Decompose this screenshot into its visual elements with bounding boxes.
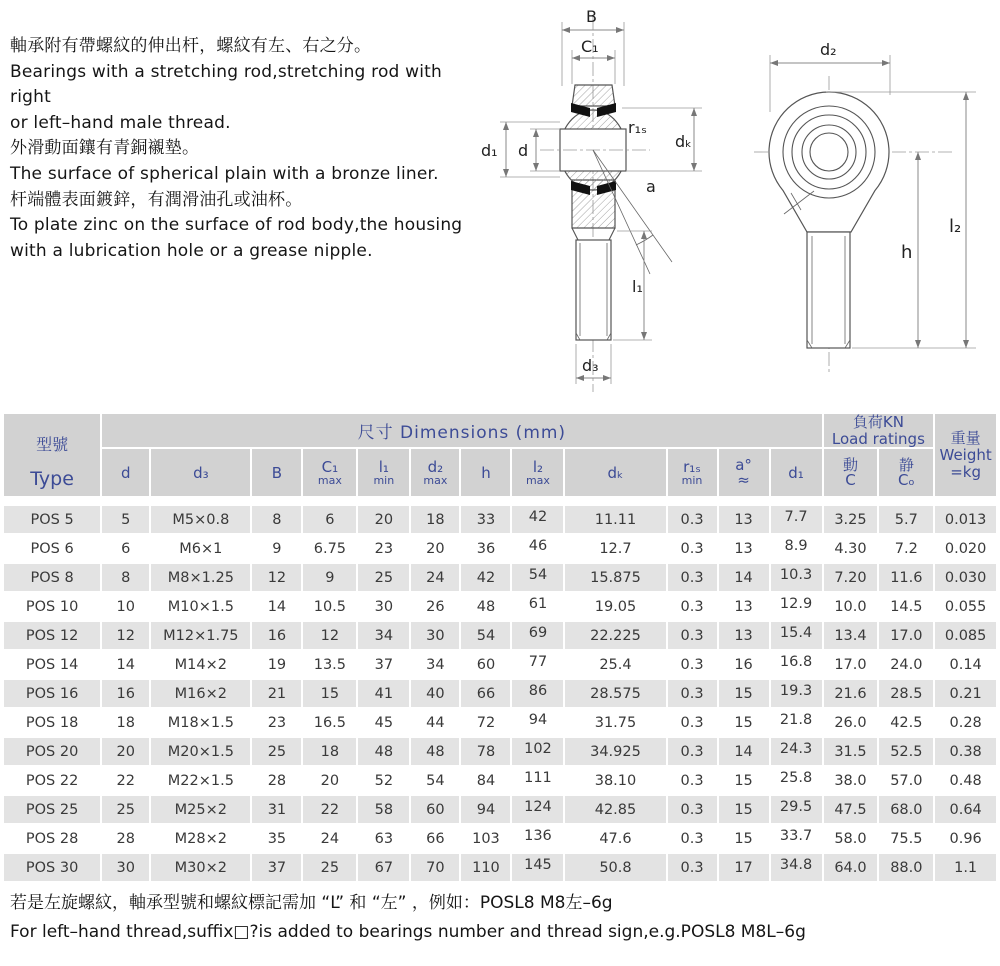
value-cell: 6 xyxy=(102,535,149,562)
dimensions-group-header: 尺寸 Dimensions (mm) xyxy=(102,414,821,447)
column-header-d2: d₂ max xyxy=(411,449,459,496)
load-header-en: Load ratings xyxy=(831,430,925,449)
value-cell: 26.0 xyxy=(824,709,878,736)
weight-header-cn: 重量 xyxy=(950,428,981,447)
value-cell: 0.3 xyxy=(668,622,717,649)
value-cell: 5.7 xyxy=(879,506,933,533)
value-cell: 0.013 xyxy=(935,506,996,533)
value-cell: 0.3 xyxy=(668,651,717,678)
value-cell: 38.10 xyxy=(565,767,665,794)
value-cell: 7.7 xyxy=(771,506,822,533)
value-cell: 19.3 xyxy=(771,680,822,707)
value-cell: 0.3 xyxy=(668,564,717,591)
header-group-row xyxy=(4,414,996,447)
value-cell: M16×2 xyxy=(151,680,250,707)
value-cell: 11.6 xyxy=(879,564,933,591)
value-cell: 10.5 xyxy=(303,593,356,620)
model-cell: POS 16 xyxy=(4,680,100,707)
front-view-drawing xyxy=(472,0,737,405)
value-cell: 68.0 xyxy=(879,796,933,823)
value-cell: 12 xyxy=(303,622,356,649)
weight-header-en: Weight xyxy=(939,445,992,464)
value-cell: 7.20 xyxy=(824,564,878,591)
value-cell: 36 xyxy=(461,535,510,562)
table-body xyxy=(4,498,996,881)
dim-label-l1: l₁ xyxy=(632,277,643,296)
value-cell: M5×0.8 xyxy=(151,506,250,533)
table-row xyxy=(4,506,996,533)
value-cell: M12×1.75 xyxy=(151,622,250,649)
value-cell: 63 xyxy=(358,825,409,852)
column-header-d1: d₁ xyxy=(771,449,822,496)
value-cell: 66 xyxy=(411,825,459,852)
model-cell: POS 25 xyxy=(4,796,100,823)
value-cell: 9 xyxy=(252,535,301,562)
value-cell: 21.6 xyxy=(824,680,878,707)
value-cell: 12.9 xyxy=(771,593,822,620)
value-cell: 3.25 xyxy=(824,506,878,533)
model-cell: POS 12 xyxy=(4,622,100,649)
value-cell: 0.3 xyxy=(668,506,717,533)
value-cell: 21 xyxy=(252,680,301,707)
column-header-a: a° ≈ xyxy=(719,449,769,496)
dim-label-d: d xyxy=(518,141,529,160)
value-cell: 0.64 xyxy=(935,796,996,823)
value-cell: 94 xyxy=(461,796,510,823)
value-cell: 94 xyxy=(512,709,563,736)
value-cell: M10×1.5 xyxy=(151,593,250,620)
value-cell: 22 xyxy=(303,796,356,823)
dim-label-C1: C₁ xyxy=(581,37,599,56)
value-cell: 145 xyxy=(512,854,563,881)
value-cell: 16 xyxy=(102,680,149,707)
value-cell: 48 xyxy=(411,738,459,765)
value-cell: 15 xyxy=(719,709,769,736)
value-cell: 9 xyxy=(303,564,356,591)
value-cell: 60 xyxy=(411,796,459,823)
value-cell: 0.3 xyxy=(668,767,717,794)
value-cell: 17 xyxy=(719,854,769,881)
table-row xyxy=(4,680,996,707)
value-cell: 12.7 xyxy=(565,535,665,562)
dim-label-a: a xyxy=(646,177,656,196)
value-cell: 13 xyxy=(719,622,769,649)
table-row xyxy=(4,767,996,794)
value-cell: 52 xyxy=(358,767,409,794)
dim-label-d1: d₁ xyxy=(481,141,498,160)
table-row xyxy=(4,535,996,562)
value-cell: 60 xyxy=(461,651,510,678)
model-cell: POS 14 xyxy=(4,651,100,678)
value-cell: 11.11 xyxy=(565,506,665,533)
value-cell: 18 xyxy=(303,738,356,765)
table-row xyxy=(4,622,996,649)
value-cell: 14 xyxy=(252,593,301,620)
value-cell: 18 xyxy=(411,506,459,533)
value-cell: 110 xyxy=(461,854,510,881)
footnote-cn: 若是左旋螺紋，軸承型號和螺紋標記需加 “L” 和 “左” ，例如：POSL8 M8左–6g xyxy=(10,893,613,913)
value-cell: 37 xyxy=(358,651,409,678)
value-cell: 28 xyxy=(102,825,149,852)
value-cell: 31 xyxy=(252,796,301,823)
value-cell: 30 xyxy=(358,593,409,620)
value-cell: 48 xyxy=(358,738,409,765)
value-cell: M22×1.5 xyxy=(151,767,250,794)
value-cell: 16 xyxy=(252,622,301,649)
value-cell: 34.8 xyxy=(771,854,822,881)
value-cell: 15 xyxy=(719,825,769,852)
model-cell: POS 18 xyxy=(4,709,100,736)
value-cell: 15.4 xyxy=(771,622,822,649)
weight-header-unit: =kg xyxy=(950,462,982,481)
value-cell: 0.3 xyxy=(668,825,717,852)
value-cell: 0.21 xyxy=(935,680,996,707)
value-cell: 25 xyxy=(252,738,301,765)
value-cell: 25.8 xyxy=(771,767,822,794)
value-cell: 12 xyxy=(102,622,149,649)
value-cell: 75.5 xyxy=(879,825,933,852)
value-cell: 31.75 xyxy=(565,709,665,736)
value-cell: 0.3 xyxy=(668,738,717,765)
column-header-C: 動 C xyxy=(824,449,878,496)
value-cell: 14 xyxy=(719,564,769,591)
value-cell: M18×1.5 xyxy=(151,709,250,736)
dimensions-table xyxy=(2,412,998,883)
model-cell: POS 20 xyxy=(4,738,100,765)
value-cell: 136 xyxy=(512,825,563,852)
value-cell: 12 xyxy=(252,564,301,591)
value-cell: 34 xyxy=(411,651,459,678)
value-cell: 10.3 xyxy=(771,564,822,591)
intro-line: with a lubrication hole or a grease nipple. xyxy=(10,240,373,261)
value-cell: 47.6 xyxy=(565,825,665,852)
value-cell: 1.1 xyxy=(935,854,996,881)
value-cell: 124 xyxy=(512,796,563,823)
dim-label-B: B xyxy=(586,7,597,26)
intro-line: 杆端體表面鍍鋅，有潤滑油孔或油杯。 xyxy=(10,189,303,210)
value-cell: 7.2 xyxy=(879,535,933,562)
value-cell: 6 xyxy=(303,506,356,533)
value-cell: 13.5 xyxy=(303,651,356,678)
dimension-subheader-row xyxy=(4,449,996,496)
value-cell: 33 xyxy=(461,506,510,533)
value-cell: 57.0 xyxy=(879,767,933,794)
model-cell: POS 30 xyxy=(4,854,100,881)
value-cell: 19 xyxy=(252,651,301,678)
value-cell: 13 xyxy=(719,506,769,533)
value-cell: 103 xyxy=(461,825,510,852)
table-row xyxy=(4,825,996,852)
column-header-Co: 静 Cₒ xyxy=(879,449,933,496)
intro-line: Bearings with a stretching rod,stretching rod with right xyxy=(10,61,443,108)
column-header-l2: l₂ max xyxy=(512,449,563,496)
model-cell: POS 22 xyxy=(4,767,100,794)
value-cell: 0.38 xyxy=(935,738,996,765)
column-header-r1s: r₁ₛ min xyxy=(668,449,717,496)
value-cell: 15 xyxy=(303,680,356,707)
value-cell: 25 xyxy=(358,564,409,591)
value-cell: 0.96 xyxy=(935,825,996,852)
value-cell: 35 xyxy=(252,825,301,852)
table-row xyxy=(4,796,996,823)
value-cell: M20×1.5 xyxy=(151,738,250,765)
model-cell: POS 5 xyxy=(4,506,100,533)
column-header-weight xyxy=(935,414,996,496)
value-cell: 54 xyxy=(411,767,459,794)
value-cell: 52.5 xyxy=(879,738,933,765)
value-cell: M8×1.25 xyxy=(151,564,250,591)
value-cell: 47.5 xyxy=(824,796,878,823)
column-header-h: h xyxy=(461,449,510,496)
value-cell: 20 xyxy=(102,738,149,765)
footnotes xyxy=(10,889,806,947)
value-cell: 102 xyxy=(512,738,563,765)
value-cell: 0.055 xyxy=(935,593,996,620)
value-cell: 15 xyxy=(719,680,769,707)
load-ratings-group-header xyxy=(824,414,934,447)
value-cell: 20 xyxy=(303,767,356,794)
intro-line: 外滑動面鑲有青銅襯墊。 xyxy=(10,138,200,159)
value-cell: 42 xyxy=(512,506,563,533)
value-cell: 0.28 xyxy=(935,709,996,736)
side-view-drawing xyxy=(740,0,1000,405)
table-row xyxy=(4,593,996,620)
value-cell: 42 xyxy=(461,564,510,591)
value-cell: 13.4 xyxy=(824,622,878,649)
value-cell: M28×2 xyxy=(151,825,250,852)
value-cell: 0.3 xyxy=(668,535,717,562)
value-cell: 28 xyxy=(252,767,301,794)
value-cell: 46 xyxy=(512,535,563,562)
value-cell: 33.7 xyxy=(771,825,822,852)
column-header-C1: C₁ max xyxy=(303,449,356,496)
value-cell: 25 xyxy=(102,796,149,823)
spacer-row xyxy=(4,498,996,504)
intro-line: or left–hand male thread. xyxy=(10,112,231,133)
value-cell: 72 xyxy=(461,709,510,736)
value-cell: M25×2 xyxy=(151,796,250,823)
value-cell: 38.0 xyxy=(824,767,878,794)
value-cell: 22 xyxy=(102,767,149,794)
value-cell: 4.30 xyxy=(824,535,878,562)
value-cell: 17.0 xyxy=(824,651,878,678)
value-cell: 10 xyxy=(102,593,149,620)
value-cell: 14.5 xyxy=(879,593,933,620)
value-cell: 78 xyxy=(461,738,510,765)
value-cell: 0.3 xyxy=(668,796,717,823)
footnote-en: For left–hand thread,suffix□?is added to bearings number and thread sign,e.g.POSL8 M8L–6g xyxy=(10,922,806,942)
value-cell: 31.5 xyxy=(824,738,878,765)
value-cell: 58 xyxy=(358,796,409,823)
load-header-cn: 負荷KN xyxy=(852,413,904,432)
value-cell: 0.48 xyxy=(935,767,996,794)
value-cell: 34 xyxy=(358,622,409,649)
value-cell: 30 xyxy=(411,622,459,649)
value-cell: 5 xyxy=(102,506,149,533)
value-cell: 45 xyxy=(358,709,409,736)
value-cell: 54 xyxy=(512,564,563,591)
value-cell: 23 xyxy=(358,535,409,562)
value-cell: 24.0 xyxy=(879,651,933,678)
column-header-B: B xyxy=(252,449,301,496)
value-cell: 16.5 xyxy=(303,709,356,736)
value-cell: 77 xyxy=(512,651,563,678)
column-header-d3: d₃ xyxy=(151,449,250,496)
value-cell: 54 xyxy=(461,622,510,649)
value-cell: 48 xyxy=(461,593,510,620)
value-cell: 0.030 xyxy=(935,564,996,591)
intro-line: The surface of spherical plain with a bronze liner. xyxy=(10,163,439,184)
intro-line: 軸承附有帶螺紋的伸出杆，螺紋有左、右之分。 xyxy=(10,36,372,56)
dim-label-d3: d₃ xyxy=(582,356,599,375)
value-cell: 18 xyxy=(102,709,149,736)
value-cell: 20 xyxy=(411,535,459,562)
value-cell: 24 xyxy=(303,825,356,852)
value-cell: 17.0 xyxy=(879,622,933,649)
value-cell: 42.5 xyxy=(879,709,933,736)
value-cell: 84 xyxy=(461,767,510,794)
dim-label-r1s: r₁ₛ xyxy=(628,118,647,137)
value-cell: 16.8 xyxy=(771,651,822,678)
value-cell: 14 xyxy=(102,651,149,678)
value-cell: 40 xyxy=(411,680,459,707)
value-cell: 22.225 xyxy=(565,622,665,649)
dim-label-h: h xyxy=(901,242,913,263)
table-row xyxy=(4,738,996,765)
column-header-d: d xyxy=(102,449,149,496)
value-cell: 58.0 xyxy=(824,825,878,852)
intro-line: To plate zinc on the surface of rod body,the housing xyxy=(10,215,463,236)
value-cell: 14 xyxy=(719,738,769,765)
model-cell: POS 8 xyxy=(4,564,100,591)
model-cell: POS 10 xyxy=(4,593,100,620)
dim-label-dk: dₖ xyxy=(675,132,692,151)
table-row xyxy=(4,709,996,736)
value-cell: 10.0 xyxy=(824,593,878,620)
value-cell: M14×2 xyxy=(151,651,250,678)
value-cell: 37 xyxy=(252,854,301,881)
value-cell: 50.8 xyxy=(565,854,665,881)
value-cell: 15 xyxy=(719,767,769,794)
value-cell: 88.0 xyxy=(879,854,933,881)
value-cell: 67 xyxy=(358,854,409,881)
value-cell: 0.3 xyxy=(668,680,717,707)
value-cell: 25 xyxy=(303,854,356,881)
dim-label-l2: l₂ xyxy=(949,216,962,237)
value-cell: 44 xyxy=(411,709,459,736)
value-cell: 111 xyxy=(512,767,563,794)
intro-text-block xyxy=(10,34,480,264)
value-cell: 69 xyxy=(512,622,563,649)
value-cell: 23 xyxy=(252,709,301,736)
column-header-dk: dₖ xyxy=(565,449,665,496)
value-cell: 21.8 xyxy=(771,709,822,736)
value-cell: 24.3 xyxy=(771,738,822,765)
column-header-type xyxy=(4,414,100,496)
value-cell: 25.4 xyxy=(565,651,665,678)
dim-label-d2: d₂ xyxy=(820,40,837,59)
table-row xyxy=(4,564,996,591)
value-cell: 0.3 xyxy=(668,593,717,620)
value-cell: 8 xyxy=(102,564,149,591)
value-cell: 19.05 xyxy=(565,593,665,620)
value-cell: 13 xyxy=(719,535,769,562)
model-cell: POS 28 xyxy=(4,825,100,852)
value-cell: 41 xyxy=(358,680,409,707)
value-cell: 70 xyxy=(411,854,459,881)
value-cell: 26 xyxy=(411,593,459,620)
value-cell: M6×1 xyxy=(151,535,250,562)
value-cell: 24 xyxy=(411,564,459,591)
value-cell: 66 xyxy=(461,680,510,707)
value-cell: 30 xyxy=(102,854,149,881)
value-cell: 15.875 xyxy=(565,564,665,591)
value-cell: 8.9 xyxy=(771,535,822,562)
value-cell: 61 xyxy=(512,593,563,620)
type-header-en: Type xyxy=(30,468,74,490)
table-row xyxy=(4,651,996,678)
value-cell: 15 xyxy=(719,796,769,823)
value-cell: 13 xyxy=(719,593,769,620)
column-header-l1: l₁ min xyxy=(358,449,409,496)
value-cell: 0.085 xyxy=(935,622,996,649)
value-cell: 0.3 xyxy=(668,854,717,881)
value-cell: 6.75 xyxy=(303,535,356,562)
value-cell: 0.3 xyxy=(668,709,717,736)
value-cell: 20 xyxy=(358,506,409,533)
value-cell: 8 xyxy=(252,506,301,533)
value-cell: 0.020 xyxy=(935,535,996,562)
value-cell: M30×2 xyxy=(151,854,250,881)
value-cell: 28.575 xyxy=(565,680,665,707)
value-cell: 0.14 xyxy=(935,651,996,678)
value-cell: 64.0 xyxy=(824,854,878,881)
value-cell: 29.5 xyxy=(771,796,822,823)
value-cell: 16 xyxy=(719,651,769,678)
table-row xyxy=(4,854,996,881)
value-cell: 42.85 xyxy=(565,796,665,823)
value-cell: 34.925 xyxy=(565,738,665,765)
type-header-cn: 型號 xyxy=(36,435,69,454)
model-cell: POS 6 xyxy=(4,535,100,562)
value-cell: 28.5 xyxy=(879,680,933,707)
value-cell: 86 xyxy=(512,680,563,707)
